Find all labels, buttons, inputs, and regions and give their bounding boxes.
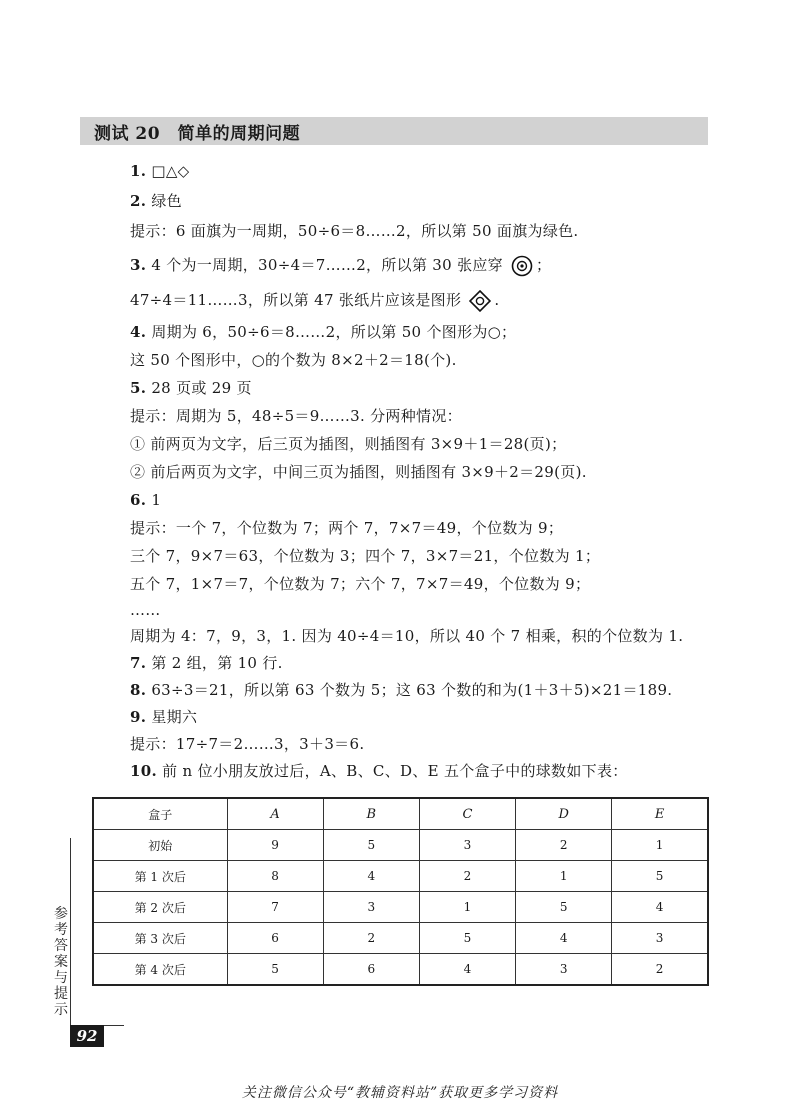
section-header — [80, 117, 708, 145]
table-cell: 初始 — [93, 830, 227, 861]
table-cell: 4 — [323, 861, 419, 892]
answer-line-8: 5. 28 页或 29 页 — [130, 379, 252, 397]
answer-line-12: 6. 1 — [130, 491, 162, 509]
table-cell: 5 — [419, 923, 515, 954]
answer-line-3: 提示：6 面旗为一周期，50÷6＝8……2，所以第 50 面旗为绿色. — [130, 222, 579, 240]
table-header-cell: B — [323, 798, 419, 830]
table-cell: 5 — [516, 892, 612, 923]
answer-line-19: 8. 63÷3＝21，所以第 63 个数为 5；这 63 个数的和为(1＋3＋5)×21＝189. — [130, 681, 673, 699]
table-cell: 3 — [419, 830, 515, 861]
diamond-circle-figure-icon — [469, 290, 491, 312]
table-header-row — [93, 798, 708, 830]
answer-line-16: …… — [130, 601, 161, 619]
table-cell: 2 — [419, 861, 515, 892]
answer-line-20: 9. 星期六 — [130, 708, 198, 726]
ball-count-table — [92, 797, 709, 986]
answer-line-17: 周期为 4：7，9，3，1. 因为 40÷4＝10，所以 40 个 7 相乘，积的个位数为 1. — [130, 627, 684, 645]
table-cell: 3 — [323, 892, 419, 923]
answer-line-18: 7. 第 2 组，第 10 行. — [130, 654, 283, 672]
table-cell: 6 — [323, 954, 419, 986]
answer-line-9: 提示：周期为 5，48÷5＝9……3. 分两种情况： — [130, 407, 462, 425]
table-cell: 6 — [227, 923, 323, 954]
table-cell: 第 2 次后 — [93, 892, 227, 923]
table-row — [93, 923, 708, 954]
table-cell: 7 — [227, 892, 323, 923]
table-cell: 1 — [516, 861, 612, 892]
table-cell: 5 — [323, 830, 419, 861]
table-cell: 2 — [323, 923, 419, 954]
answer-line-11: ② 前后两页为文字，中间三页为插图，则插图有 3×9＋2＝29(页). — [130, 463, 587, 481]
table-cell: 5 — [612, 861, 708, 892]
answer-line-6: 4. 周期为 6，50÷6＝8……2，所以第 50 个图形为○； — [130, 323, 517, 341]
answer-line-22: 10. 前 n 位小朋友放过后，A、B、C、D、E 五个盒子中的球数如下表： — [130, 762, 628, 780]
answer-line-5: 47÷4＝11……3，所以第 47 张纸片应该是图形 . — [130, 286, 499, 314]
answer-line-13: 提示：一个 7，个位数为 7；两个 7，7×7＝49，个位数为 9； — [130, 519, 564, 537]
table-cell: 4 — [516, 923, 612, 954]
answer-line-2: 2. 绿色 — [130, 192, 182, 210]
table-cell: 3 — [516, 954, 612, 986]
table-row — [93, 861, 708, 892]
table-cell: 4 — [612, 892, 708, 923]
table-row — [93, 954, 708, 986]
table-row — [93, 830, 708, 861]
table-cell: 5 — [227, 954, 323, 986]
table-row — [93, 892, 708, 923]
answer-line-7: 这 50 个图形中，○的个数为 8×2＋2＝18(个). — [130, 351, 457, 369]
table-cell: 8 — [227, 861, 323, 892]
circle-dot-figure-icon — [511, 255, 533, 277]
table-header-cell: E — [612, 798, 708, 830]
table-header-cell: D — [516, 798, 612, 830]
answer-line-4: 3. 4 个为一周期，30÷4＝7……2，所以第 30 张应穿 ； — [130, 251, 551, 279]
table-cell: 3 — [612, 923, 708, 954]
table-cell: 2 — [612, 954, 708, 986]
table-cell: 第 3 次后 — [93, 923, 227, 954]
table-cell: 第 1 次后 — [93, 861, 227, 892]
table-header-cell: A — [227, 798, 323, 830]
answer-line-14: 三个 7，9×7＝63，个位数为 3；四个 7，3×7＝21，个位数为 1； — [130, 547, 601, 565]
table-header-cell: 盒子 — [93, 798, 227, 830]
table-header-cell: C — [419, 798, 515, 830]
answer-line-15: 五个 7，1×7＝7，个位数为 7；六个 7，7×7＝49，个位数为 9； — [130, 575, 591, 593]
page-number: 92 — [70, 1025, 104, 1047]
table-cell: 2 — [516, 830, 612, 861]
table-cell: 1 — [612, 830, 708, 861]
answer-line-10: ① 前两页为文字，后三页为插图，则插图有 3×9＋1＝28(页)； — [130, 435, 567, 453]
table-cell: 第 4 次后 — [93, 954, 227, 986]
shapes-sequence: □△◇ — [151, 162, 190, 180]
table-cell: 1 — [419, 892, 515, 923]
table-cell: 9 — [227, 830, 323, 861]
section-title: 测试 20 简单的周期问题 — [94, 123, 301, 144]
side-divider — [70, 838, 71, 1028]
footer-note: 关注微信公众号“教辅资料站”获取更多学习资料 — [241, 1085, 559, 1101]
answer-line-1: 1. □△◇ — [130, 162, 190, 180]
table-cell: 4 — [419, 954, 515, 986]
answer-line-21: 提示：17÷7＝2……3，3＋3＝6. — [130, 735, 365, 753]
side-section-label: 参考答案与提示 — [54, 906, 68, 1018]
